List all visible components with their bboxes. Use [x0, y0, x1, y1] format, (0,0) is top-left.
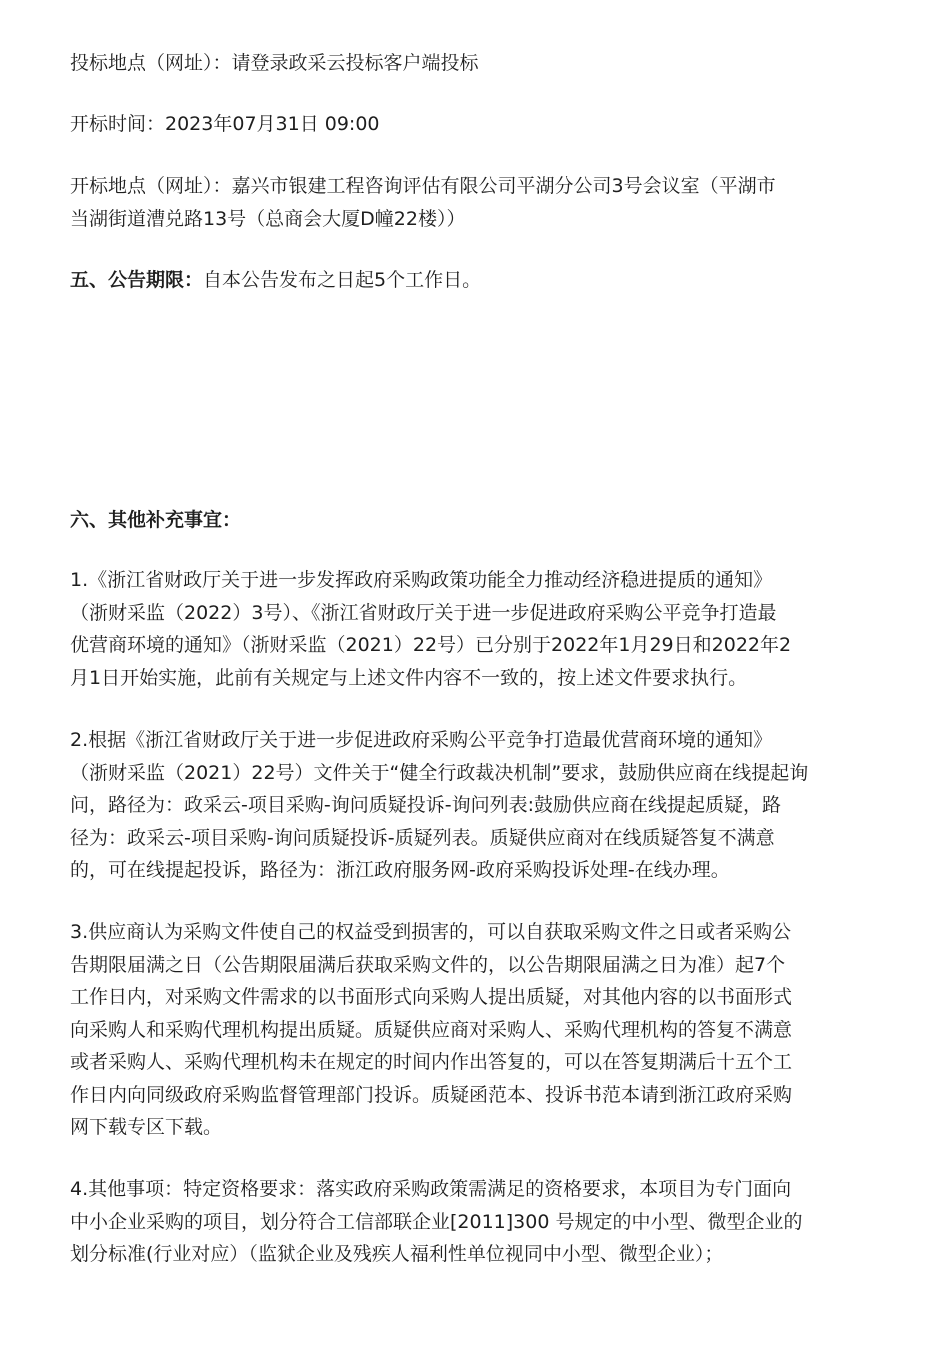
item3-row: 作日内向同级政府采购监督管理部门投诉。质疑函范本、投诉书范本请到浙江政府采购 — [70, 1083, 793, 1106]
item2-row: 2.根据《浙江省财政厅关于进一步促进政府采购公平竞争打造最优营商环境的通知》 — [70, 729, 773, 751]
opening-location-paragraph — [70, 170, 885, 235]
item3-row: 3.供应商认为采购文件使自己的权益受到损害的，可以自获取采购文件之日或者采购公 — [70, 921, 792, 943]
item2-row: 问，路径为：政采云-项目采购-询问质疑投诉-询问列表:鼓励供应商在线提起质疑，路 — [70, 794, 781, 816]
section6-item-2 — [70, 724, 885, 887]
opening-location-row-2: 当湖街道漕兑路13号（总商会大厦D幢22楼）） — [70, 207, 466, 230]
item1-row: （浙财采监（2022）3号）、《浙江省财政厅关于进一步促进政府采购公平竞争打造最 — [70, 601, 777, 624]
opening-location-row-1: 开标地点（网址）：嘉兴市银建工程咨询评估有限公司平湖分公司3号会议室（平湖市 — [70, 175, 776, 197]
item2-row: （浙财采监（2021）22号）文件关于“健全行政裁决机制”要求，鼓励供应商在线提起询 — [70, 761, 809, 784]
section6-item-4 — [70, 1173, 885, 1271]
item1-row: 1.《浙江省财政厅关于进一步发挥政府采购政策功能全力推动经济稳进提质的通知》 — [70, 569, 773, 591]
item3-row: 向采购人和采购代理机构提出质疑。质疑供应商对采购人、采购代理机构的答复不满意 — [70, 1018, 793, 1041]
section6-item-3 — [70, 916, 885, 1144]
item4-row: 划分标准(行业对应）（监狱企业及残疾人福利性单位视同中小型、微型企业）； — [70, 1243, 724, 1265]
bid-location-line: 投标地点（网址）：请登录政采云投标客户端投标 — [70, 52, 479, 74]
item2-row: 的，可在线提起投诉，路径为：浙江政府服务网-政府采购投诉处理-在线办理。 — [70, 859, 730, 881]
section5-line — [70, 264, 885, 296]
item3-row: 或者采购人、采购代理机构未在规定的时间内作出答复的，可以在答复期满后十五个工 — [70, 1051, 793, 1073]
item1-row: 月1日开始实施，此前有关规定与上述文件内容不一致的，按上述文件要求执行。 — [70, 666, 748, 689]
item2-row: 径为：政采云-项目采购-询问质疑投诉-质疑列表。质疑供应商对在线质疑答复不满意 — [70, 826, 775, 849]
item3-row: 工作日内，对采购文件需求的以书面形式向采购人提出质疑，对其他内容的以书面形式 — [70, 986, 793, 1008]
item4-row: 中小企业采购的项目，划分符合工信部联企业[2011]300 号规定的中小型、微型企业的 — [70, 1210, 803, 1233]
section5-text: 自本公告发布之日起5个工作日。 — [203, 269, 482, 291]
item4-row: 4.其他事项：特定资格要求：落实政府采购政策需满足的资格要求，本项目为专门面向 — [70, 1178, 792, 1200]
section6-item-1 — [70, 564, 885, 694]
item3-row: 网下载专区下载。 — [70, 1116, 223, 1138]
item3-row: 告期限届满之日（公告期限届满后获取采购文件的，以公告期限届满之日为准）起7个 — [70, 953, 786, 976]
section5-heading: 五、公告期限： — [70, 269, 204, 291]
opening-time-line: 开标时间：2023年07月31日 09:00 — [70, 113, 380, 135]
section6-heading: 六、其他补充事宜： — [70, 509, 242, 531]
item1-row: 优营商环境的通知》（浙财采监（2021）22号）已分别于2022年1月29日和2022年2 — [70, 634, 792, 656]
